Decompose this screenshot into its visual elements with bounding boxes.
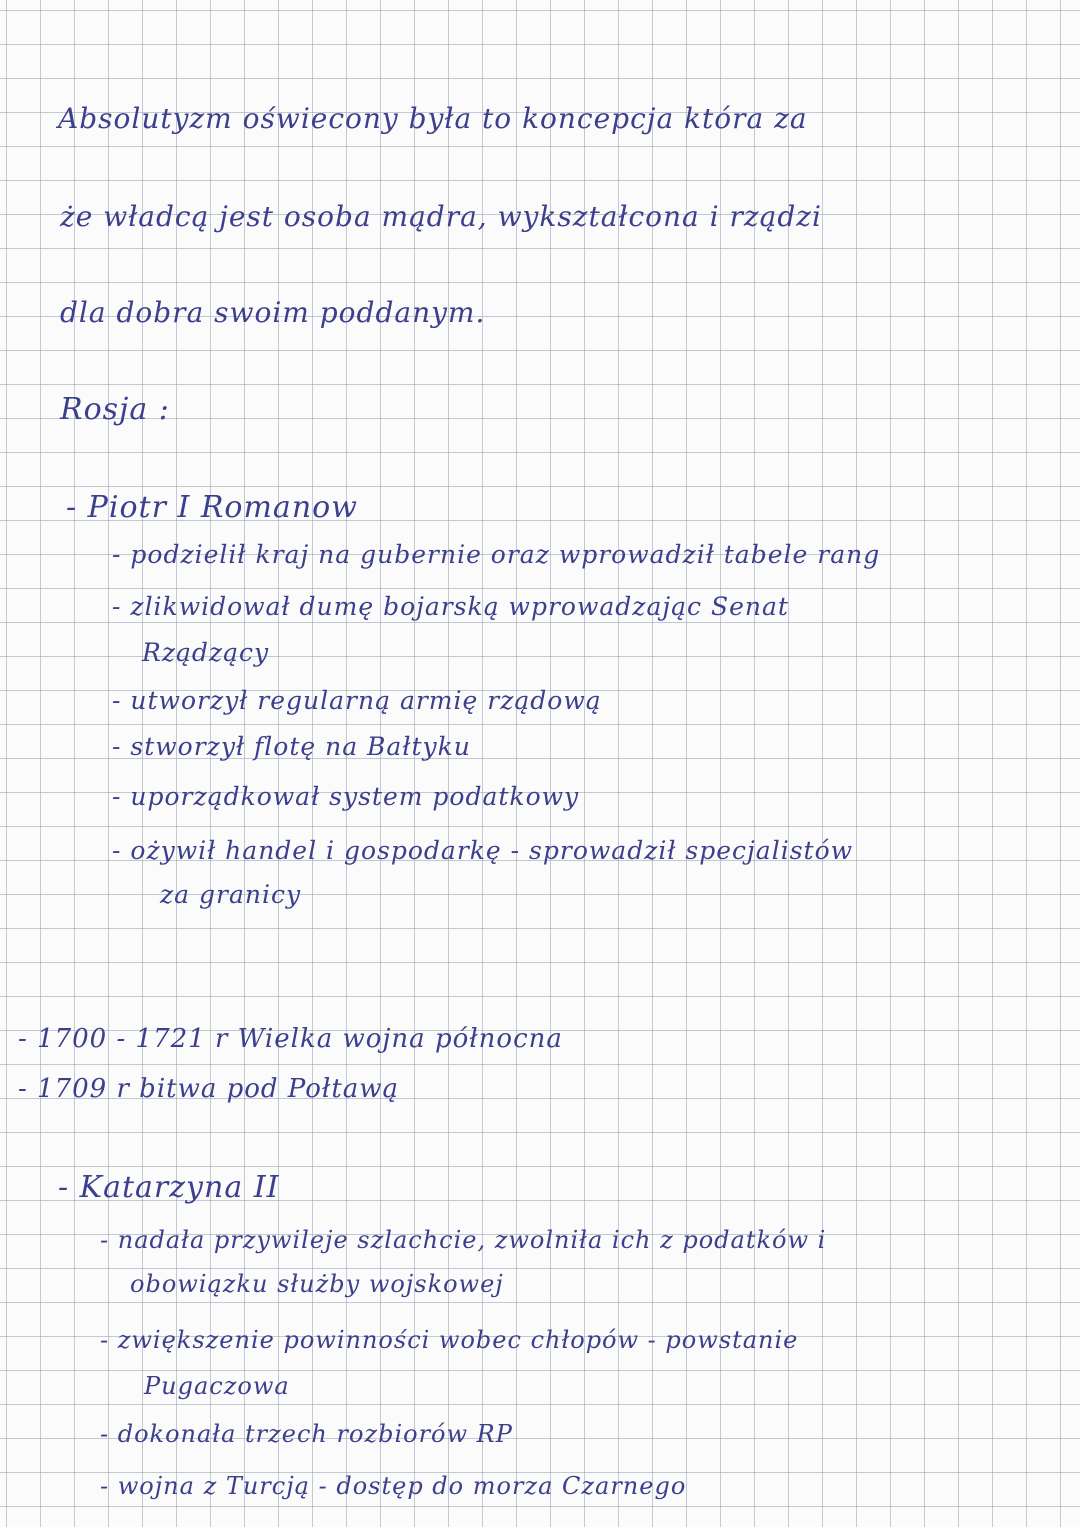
piotr-item-6: - ożywił handel i gospodarkę - sprowadził specjalistów	[112, 836, 854, 865]
section-title: Rosja :	[60, 392, 170, 427]
katarzyna-item-2-cont: Pugaczowa	[144, 1372, 290, 1400]
katarzyna-item-3: - dokonała trzech rozbiorów RP	[100, 1420, 513, 1448]
katarzyna-heading: - Katarzyna II	[58, 1170, 280, 1205]
date-line-1: - 1700 - 1721 r Wielka wojna północna	[18, 1024, 563, 1054]
piotr-item-5: - uporządkował system podatkowy	[112, 782, 580, 811]
piotr-item-1: - podzielił kraj na gubernie oraz wprowadził tabele rang	[112, 540, 881, 569]
piotr-item-6-cont: za granicy	[160, 880, 302, 909]
intro-line-1: Absolutyzm oświecony była to koncepcja która za	[58, 102, 808, 135]
piotr-item-2: - zlikwidował dumę bojarską wprowadzając Senat	[112, 592, 789, 621]
intro-line-3: dla dobra swoim poddanym.	[60, 296, 486, 329]
katarzyna-item-1: - nadała przywileje szlachcie, zwolniła ich z podatków i	[100, 1226, 827, 1254]
piotr-heading: - Piotr I Romanow	[66, 490, 358, 525]
date-line-2: - 1709 r bitwa pod Połtawą	[18, 1074, 400, 1104]
piotr-item-2-cont: Rządzący	[142, 638, 270, 667]
intro-line-2: że władcą jest osoba mądra, wykształcona i rządzi	[60, 200, 822, 233]
katarzyna-item-2: - zwiększenie powinności wobec chłopów - powstanie	[100, 1326, 799, 1354]
piotr-item-4: - stworzył flotę na Bałtyku	[112, 732, 471, 761]
katarzyna-item-4: - wojna z Turcją - dostęp do morza Czarnego	[100, 1472, 687, 1500]
piotr-item-3: - utworzył regularną armię rządową	[112, 686, 602, 715]
katarzyna-item-1-cont: obowiązku służby wojskowej	[130, 1270, 504, 1298]
